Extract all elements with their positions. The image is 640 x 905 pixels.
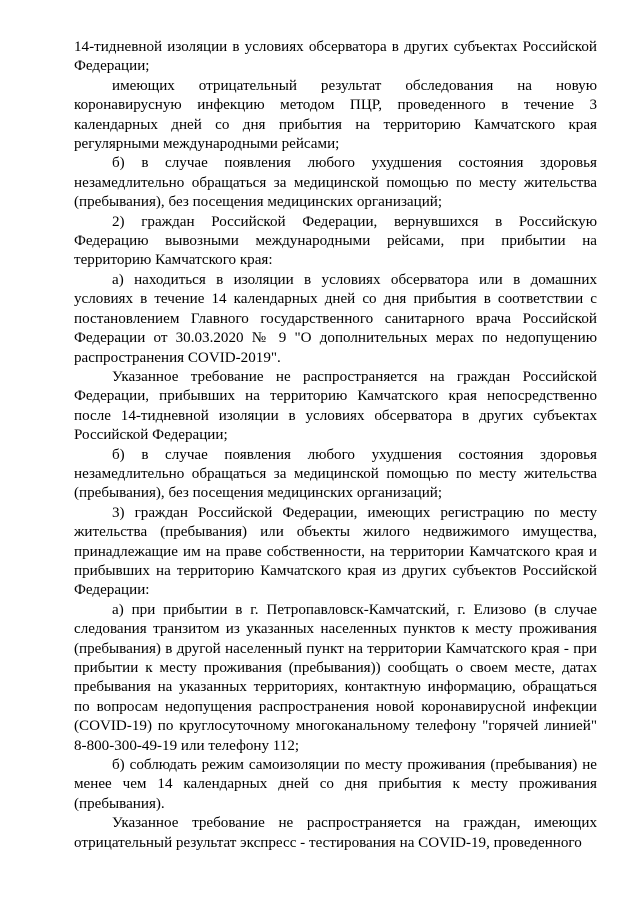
paragraph-6: Указанное требование не распространяется на граждан Российской Федерации, прибывших на территорию Камчатского края непосредственно после 14-тидневной изоляции в условиях обсерватора в других субъектах Российской Федерации; [74,368,597,444]
paragraph-10: б) соблюдать режим самоизоляции по месту проживания (пребывания) не менее чем 14 календарных дней со дня прибытия к месту проживания (пребывания). [74,757,597,812]
paragraph-5: а) находиться в изоляции в условиях обсерватора или в домашних условиях в течение 14 календарных дней со дня прибытия в соответствии с постановлением Главного государственного санитарного врача Российской Федерации от 30.03.2020 № 9 "О дополнительных мерах по недопущению распространения COVID-2019". [74,271,597,366]
paragraph-9: а) при прибытии в г. Петропавловск-Камчатский, г. Елизово (в случае следования транзитом из указанных населенных пунктов к месту проживания (пребывания) в другой населенный пункт на территории Камчатского края - при прибытии к месту проживания (пребывания)) сообщать о своем месте, датах пребывания на указанных территориях, контактную информацию, обращаться по вопросам недопущения распространения новой коронавирусной инфекции (COVID-19) по круглосуточному многоканальному телефону "горячей линией" 8-800-300-49-19 или телефону 112; [74,601,597,754]
paragraph-4: 2) граждан Российской Федерации, вернувшихся в Российскую Федерацию вывозными международными рейсами, при прибытии на территорию Камчатского края: [74,213,597,269]
document-body [74,38,597,853]
paragraph-11: Указанное требование не распространяется на граждан, имеющих отрицательный результат экспресс - тестирования на COVID-19, проведенного [74,815,597,851]
paragraph-8: 3) граждан Российской Федерации, имеющих регистрацию по месту жительства (пребывания) или объекты жилого недвижимого имущества, принадлежащие им на праве собственности, на территории Камчатского края и прибывших на территорию Камчатского края из других субъектов Российской Федерации: [74,504,597,599]
paragraph-7: б) в случае появления любого ухудшения состояния здоровья незамедлительно обращаться за медицинской помощью по месту жительства (пребывания), без посещения медицинских организаций; [74,446,597,502]
paragraph-1: 14-тидневной изоляции в условиях обсерватора в других субъектах Российской Федерации; [74,39,597,75]
paragraph-2: имеющих отрицательный результат обследования на новую коронавирусную инфекцию методом ПЦР, проведенного в течение 3 календарных дней со дня прибытия на территорию Камчатского края регулярными международными рейсами; [74,77,597,153]
paragraph-3: б) в случае появления любого ухудшения состояния здоровья незамедлительно обращаться за медицинской помощью по месту жительства (пребывания), без посещения медицинских организаций; [74,155,597,211]
